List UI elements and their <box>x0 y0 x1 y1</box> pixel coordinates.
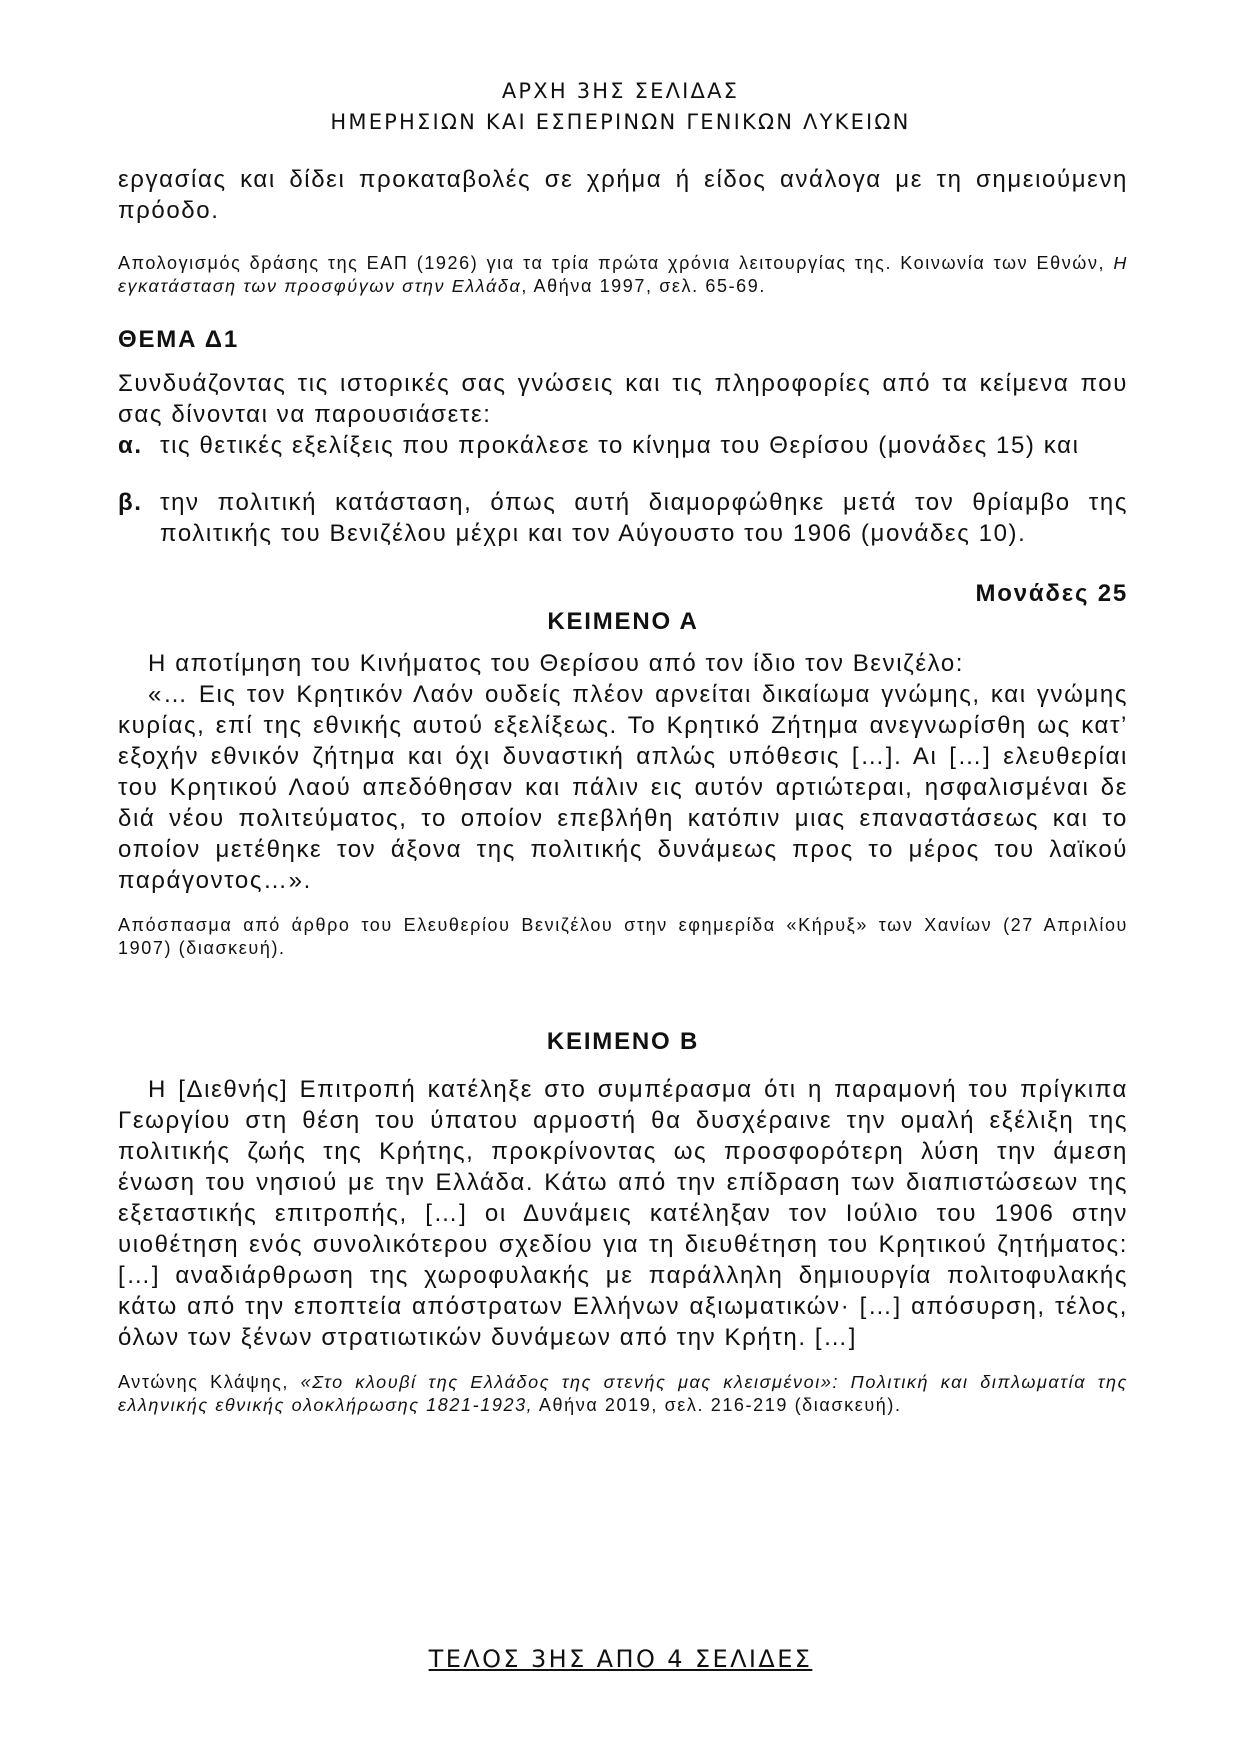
intro-section <box>118 164 1128 298</box>
text-b-source-details: Αθήνα 2019, σελ. 216-219 (διασκευή). <box>533 1395 902 1415</box>
theme-title: ΘΕΜΑ Δ1 <box>118 326 239 353</box>
text-a-quote: «… Εις τον Κρητικόν Λαόν ουδείς πλέον αρνείται δικαίωμα γνώμης, και γνώμης κυρίας, επί της εθνικής αυτού εξελίξεως. Το Κρητικό Ζήτημα ανεγνωρίσθη ως κατ’ εξοχήν εθνικόν ζήτημα και όχι δυναστική απλώς υπόθεσις […]. Αι […] ελευθερίαι του Κρητικού Λαού απεδόθησαν και πάλιν εις αυτόν αρτιώτεραι, ησφαλισμέναι δε διά νέου πολιτεύματος, το οποίον επεβλήθη κατόπιν μιας επαναστάσεως και το οποίον μετέθηκε τον άξονα της πολιτικής δυνάμεως προς το μέρος του λαϊκού παράγοντος…». <box>118 681 1128 894</box>
intro-paragraph: εργασίας και δίδει προκαταβολές σε χρήμα ή είδος ανάλογα με τη σημειούμενη πρόοδο. <box>118 166 1128 224</box>
intro-source-title: Η εγκατάσταση των προσφύγων στην Ελλάδα <box>118 253 1128 296</box>
list-marker: α. <box>118 432 143 459</box>
list-item <box>118 430 1128 461</box>
intro-source-details: , Αθήνα 1997, σελ. 65-69. <box>521 276 766 296</box>
text-b-body: Η [Διεθνής] Επιτροπή κατέληξε στο συμπέρασμα ότι η παραμονή του πρίγκιπα Γεωργίου στη θέση του ύπατου αρμοστή θα δυσχέραινε την ομαλή εξέλιξη της πολιτικής ζωής της Κρήτης, προκρίνοντας ως προσφορότερη λύση την άμεση ένωση του νησιού με την Ελλάδα. Κάτω από την επίδραση των διαπιστώσεων της εξεταστικής επιτροπής, […] οι Δυνάμεις κατέληξαν τον Ιούλιο του 1906 στην υιοθέτηση ενός συνολικότερου σχεδίου για τη διευθέτηση του Κρητικού ζητήματος: […] αναδιάρθρωση της χωροφυλακής με παράλληλη δημιουργία πολιτοφυλακής κάτω από την εποπτεία απόστρατων Ελλήνων αξιωματικών· […] απόσυρση, τέλος, όλων των ξένων στρατιωτικών δυνάμεων από την Κρήτη. […] <box>118 1076 1128 1351</box>
intro-source <box>118 252 1128 298</box>
text-a-source: Απόσπασμα από άρθρο του Ελευθερίου Βενιζέλου στην εφημερίδα «Κήρυξ» των Χανίων (27 Απριλίου 1907) (διασκευή). <box>118 915 1128 958</box>
text-b-source-title: «Στο κλουβί της Ελλάδος της στενής μας κλεισμένοι»: Πολιτική και διπλωματία της ελληνικής εθνικής ολοκλήρωσης 1821-1923, <box>118 1372 1128 1415</box>
list-item-text: την πολιτική κατάσταση, όπως αυτή διαμορφώθηκε μετά τον θρίαμβο της πολιτικής του Βενιζέλου μέχρι και τον Αύγουστο του 1906 (μονάδες 10). <box>160 489 1128 547</box>
header-line-1: ΑΡΧΗ 3ΗΣ ΣΕΛΙΔΑΣ <box>501 79 740 103</box>
theme-points-row <box>118 580 1128 608</box>
text-a-section <box>118 608 1128 960</box>
page-header <box>0 76 1241 138</box>
header-line-2: ΗΜΕΡΗΣΙΩΝ ΚΑΙ ΕΣΠΕΡΙΝΩΝ ΓΕΝΙΚΩΝ ΛΥΚΕΙΩΝ <box>330 110 911 134</box>
footer-text: ΤΕΛΟΣ 3ΗΣ ΑΠΟ 4 ΣΕΛΙΔΕΣ <box>428 1645 813 1673</box>
text-b-title: ΚΕΙΜΕΝΟ Β <box>546 1028 700 1055</box>
text-b-source-author: Αντώνης Κλάψης, <box>118 1372 301 1392</box>
list-item <box>118 487 1128 549</box>
theme-points: Μονάδες 25 <box>975 580 1128 607</box>
theme-section <box>118 326 1128 549</box>
text-a-lead: Η αποτίμηση του Κινήματος του Θερίσου από τον ίδιο τον Βενιζέλο: <box>148 650 965 677</box>
page-footer <box>0 1645 1241 1673</box>
intro-source-text: Απολογισμός δράσης της ΕΑΠ (1926) για τα τρία πρώτα χρόνια λειτουργίας της. Κοινωνία των Εθνών, <box>118 253 1114 273</box>
list-marker: β. <box>118 489 143 516</box>
text-a-title: ΚΕΙΜΕΝΟ Α <box>547 608 699 635</box>
theme-instruction: Συνδυάζοντας τις ιστορικές σας γνώσεις και τις πληροφορίες από τα κείμενα που σας δίνονται να παρουσιάσετε: <box>118 370 1128 428</box>
list-item-text: τις θετικές εξελίξεις που προκάλεσε το κίνημα του Θερίσου (μονάδες 15) και <box>160 432 1080 459</box>
text-b-section <box>118 1028 1128 1417</box>
text-b-source <box>118 1371 1128 1417</box>
